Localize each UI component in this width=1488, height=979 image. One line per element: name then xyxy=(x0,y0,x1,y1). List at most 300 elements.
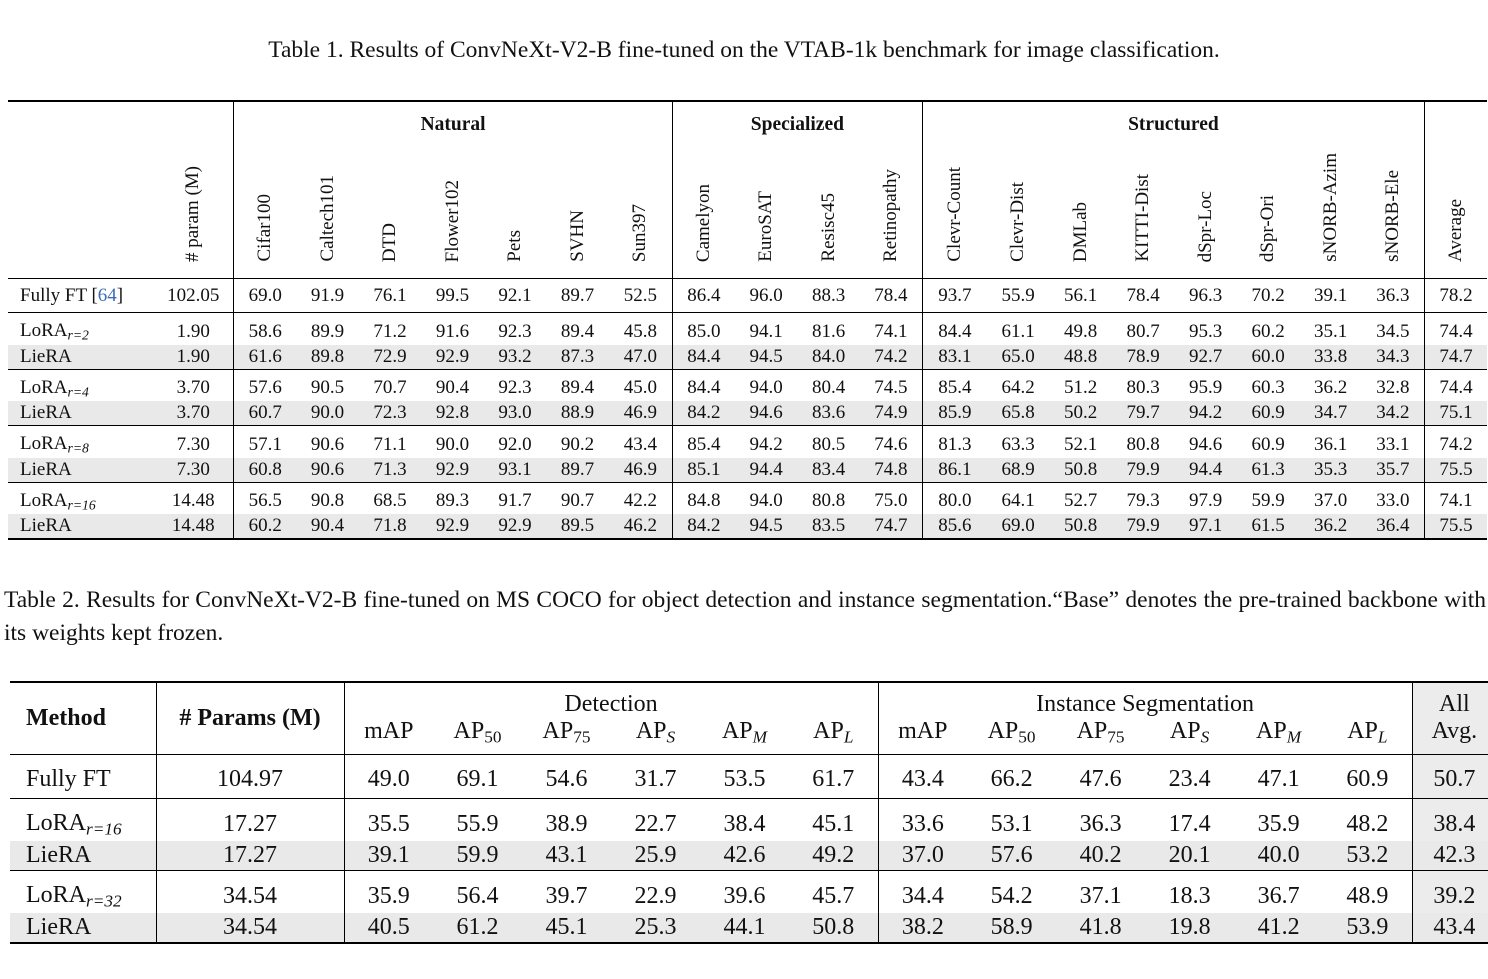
value-cell: 74.1 xyxy=(1424,482,1487,514)
method-name: Fully FT xyxy=(20,284,87,306)
value-cell: 94.0 xyxy=(735,369,798,401)
value-cell: 60.7 xyxy=(234,401,297,426)
method-subscript: r=4 xyxy=(67,383,89,399)
subcolumn-header xyxy=(433,718,522,755)
value-cell: 71.8 xyxy=(359,514,422,539)
value-cell: 74.2 xyxy=(860,345,923,370)
value-cell: 78.4 xyxy=(860,279,923,313)
column-header-label: Flower102 xyxy=(441,179,463,262)
column-header xyxy=(922,136,987,279)
group-instance-segmentation: Instance Segmentation xyxy=(878,682,1412,718)
value-cell: 49.0 xyxy=(344,755,433,799)
params-cell: 17.27 xyxy=(156,841,344,871)
column-header xyxy=(421,136,484,279)
value-cell: 35.3 xyxy=(1299,458,1362,483)
column-header-label: DTD xyxy=(379,222,401,262)
params-cell: 104.97 xyxy=(156,755,344,799)
subcolumn-base: mAP xyxy=(898,718,948,744)
value-cell: 36.3 xyxy=(1056,799,1145,841)
table-row xyxy=(8,426,1487,458)
column-header xyxy=(1424,136,1487,279)
value-cell: 33.0 xyxy=(1362,482,1425,514)
value-cell: 61.3 xyxy=(1237,458,1300,483)
table2-caption: Table 2. Results for ConvNeXt-V2-B fine-tuned on MS COCO for object detection and instance segmentation.“Base” denotes the pre-trained backbone with its weights kept frozen. xyxy=(4,587,1486,646)
value-cell: 53.2 xyxy=(1323,841,1412,871)
subcolumn-base: AP xyxy=(1169,718,1201,744)
value-cell: 81.3 xyxy=(922,426,987,458)
value-cell: 86.4 xyxy=(672,279,735,313)
value-cell: 92.8 xyxy=(421,401,484,426)
table-row xyxy=(8,401,1487,426)
value-cell: 34.4 xyxy=(878,871,967,913)
value-cell: 61.7 xyxy=(789,755,878,799)
table1-vtab-results xyxy=(8,100,1487,540)
value-cell: 48.9 xyxy=(1323,871,1412,913)
method-cell xyxy=(10,799,156,841)
value-cell: 83.4 xyxy=(797,458,860,483)
table-row xyxy=(10,799,1488,841)
subcolumn-base: AP xyxy=(1347,718,1378,744)
column-header-label: Caltech101 xyxy=(316,175,338,262)
value-cell: 97.1 xyxy=(1174,514,1237,539)
value-cell: 90.4 xyxy=(296,514,359,539)
value-cell: 74.2 xyxy=(1424,426,1487,458)
subcolumn-header xyxy=(967,718,1056,755)
subcolumn-subscript: 50 xyxy=(1018,727,1036,747)
value-cell: 94.6 xyxy=(1174,426,1237,458)
value-cell: 1.90 xyxy=(153,345,234,370)
value-cell: 90.0 xyxy=(421,426,484,458)
value-cell: 37.1 xyxy=(1056,871,1145,913)
value-cell: 79.9 xyxy=(1112,458,1175,483)
value-cell: 68.5 xyxy=(359,482,422,514)
value-cell: 64.1 xyxy=(987,482,1050,514)
value-cell: 74.7 xyxy=(860,514,923,539)
value-cell: 80.8 xyxy=(1112,426,1175,458)
column-header-label: dSpr-Ori xyxy=(1257,194,1279,262)
value-cell: 45.7 xyxy=(789,871,878,913)
value-cell: 84.4 xyxy=(672,369,735,401)
value-cell: 70.7 xyxy=(359,369,422,401)
value-cell: 63.3 xyxy=(987,426,1050,458)
method-cell xyxy=(8,313,153,345)
value-cell: 99.5 xyxy=(421,279,484,313)
table2-coco-results xyxy=(10,681,1488,944)
value-cell: 39.1 xyxy=(1299,279,1362,313)
method-name: Fully FT xyxy=(26,766,111,792)
column-header-label: EuroSAT xyxy=(755,191,777,262)
value-cell: 38.2 xyxy=(878,913,967,943)
value-cell: 41.8 xyxy=(1056,913,1145,943)
value-cell: 96.3 xyxy=(1174,279,1237,313)
value-cell: 90.6 xyxy=(296,426,359,458)
subcolumn-base: AP xyxy=(1256,718,1287,744)
value-cell: 89.4 xyxy=(546,313,609,345)
subcolumn-subscript: 50 xyxy=(484,727,502,747)
method-name: LoRA xyxy=(26,882,86,909)
avg-cell: 43.4 xyxy=(1412,913,1488,943)
value-cell: 96.0 xyxy=(735,279,798,313)
method-subscript: r=16 xyxy=(86,819,122,839)
value-cell: 55.9 xyxy=(987,279,1050,313)
value-cell: 22.9 xyxy=(611,871,700,913)
column-header xyxy=(735,136,798,279)
value-cell: 60.9 xyxy=(1237,401,1300,426)
value-cell: 39.6 xyxy=(700,871,789,913)
value-cell: 61.5 xyxy=(1237,514,1300,539)
value-cell: 3.70 xyxy=(153,401,234,426)
value-cell: 93.2 xyxy=(484,345,547,370)
subcolumn-subscript: M xyxy=(752,727,768,747)
value-cell: 92.9 xyxy=(421,514,484,539)
method-name: LieRA xyxy=(20,514,72,536)
value-cell: 80.3 xyxy=(1112,369,1175,401)
method-name: LieRA xyxy=(26,841,92,868)
value-cell: 85.6 xyxy=(922,514,987,539)
method-cell xyxy=(10,913,156,943)
value-cell: 59.9 xyxy=(1237,482,1300,514)
value-cell: 69.0 xyxy=(234,279,297,313)
table2-group-header-row xyxy=(10,682,1488,718)
table1-column-header-row xyxy=(8,136,1487,279)
table1-group-header-row xyxy=(8,101,1487,136)
value-cell: 92.9 xyxy=(421,345,484,370)
subcolumn-subscript: 75 xyxy=(573,727,591,747)
method-name: LoRA xyxy=(20,376,68,398)
value-cell: 84.2 xyxy=(672,401,735,426)
value-cell: 47.1 xyxy=(1234,755,1323,799)
column-header xyxy=(484,136,547,279)
table-row xyxy=(10,841,1488,871)
value-cell: 34.5 xyxy=(1362,313,1425,345)
value-cell: 79.9 xyxy=(1112,514,1175,539)
value-cell: 35.5 xyxy=(344,799,433,841)
value-cell: 65.8 xyxy=(987,401,1050,426)
column-header-label: # param (M) xyxy=(182,165,204,262)
value-cell: 90.6 xyxy=(296,458,359,483)
value-cell: 94.6 xyxy=(735,401,798,426)
value-cell: 25.3 xyxy=(611,913,700,943)
value-cell: 22.7 xyxy=(611,799,700,841)
value-cell: 80.5 xyxy=(797,426,860,458)
value-cell: 69.0 xyxy=(987,514,1050,539)
column-header xyxy=(296,136,359,279)
column-header-label: Clevr-Dist xyxy=(1007,182,1029,262)
value-cell: 84.4 xyxy=(672,345,735,370)
value-cell: 74.9 xyxy=(860,401,923,426)
column-header xyxy=(1362,136,1425,279)
group-all: All xyxy=(1412,682,1488,718)
value-cell: 83.6 xyxy=(797,401,860,426)
value-cell: 40.5 xyxy=(344,913,433,943)
group-natural: Natural xyxy=(234,101,673,136)
value-cell: 90.4 xyxy=(421,369,484,401)
value-cell: 94.4 xyxy=(735,458,798,483)
value-cell: 19.8 xyxy=(1145,913,1234,943)
subcolumn-header xyxy=(1145,718,1234,755)
column-header-label: Clevr-Count xyxy=(943,167,965,262)
value-cell: 90.7 xyxy=(546,482,609,514)
value-cell: 43.4 xyxy=(609,426,673,458)
value-cell: 45.8 xyxy=(609,313,673,345)
value-cell: 79.3 xyxy=(1112,482,1175,514)
column-header xyxy=(234,136,297,279)
value-cell: 102.05 xyxy=(153,279,234,313)
method-name: LieRA xyxy=(20,458,72,480)
method-name: LieRA xyxy=(20,345,72,367)
value-cell: 47.0 xyxy=(609,345,673,370)
value-cell: 33.8 xyxy=(1299,345,1362,370)
value-cell: 94.2 xyxy=(735,426,798,458)
value-cell: 53.9 xyxy=(1323,913,1412,943)
value-cell: 1.90 xyxy=(153,313,234,345)
value-cell: 59.9 xyxy=(433,841,522,871)
method-cell xyxy=(8,426,153,458)
value-cell: 46.2 xyxy=(609,514,673,539)
value-cell: 94.5 xyxy=(735,514,798,539)
method-cell: Fully FT [64] xyxy=(8,279,153,313)
value-cell: 68.9 xyxy=(987,458,1050,483)
value-cell: 86.1 xyxy=(922,458,987,483)
subcolumn-base: AP xyxy=(987,718,1019,744)
value-cell: 95.9 xyxy=(1174,369,1237,401)
column-header-label: Resisc45 xyxy=(817,193,839,262)
subcolumn-base: AP xyxy=(453,718,485,744)
subcolumn-header xyxy=(700,718,789,755)
avg-cell: 42.3 xyxy=(1412,841,1488,871)
value-cell: 32.8 xyxy=(1362,369,1425,401)
value-cell: 52.7 xyxy=(1049,482,1112,514)
value-cell: 72.3 xyxy=(359,401,422,426)
value-cell: 71.2 xyxy=(359,313,422,345)
value-cell: 42.2 xyxy=(609,482,673,514)
column-header xyxy=(672,136,735,279)
subcolumn-header xyxy=(789,718,878,755)
value-cell: 34.2 xyxy=(1362,401,1425,426)
value-cell: 66.2 xyxy=(967,755,1056,799)
value-cell: 83.5 xyxy=(797,514,860,539)
value-cell: 17.4 xyxy=(1145,799,1234,841)
value-cell: 36.4 xyxy=(1362,514,1425,539)
column-header xyxy=(1237,136,1300,279)
value-cell: 91.9 xyxy=(296,279,359,313)
method-name: LieRA xyxy=(26,913,92,940)
params-cell: 17.27 xyxy=(156,799,344,841)
value-cell: 84.2 xyxy=(672,514,735,539)
value-cell: 78.2 xyxy=(1424,279,1487,313)
table-row xyxy=(8,514,1487,539)
value-cell: 85.9 xyxy=(922,401,987,426)
value-cell: 71.3 xyxy=(359,458,422,483)
value-cell: 74.8 xyxy=(860,458,923,483)
value-cell: 52.5 xyxy=(609,279,673,313)
value-cell: 53.5 xyxy=(700,755,789,799)
column-header-label: sNORB-Azim xyxy=(1319,153,1341,262)
value-cell: 38.4 xyxy=(700,799,789,841)
subcolumn-base: AP xyxy=(813,718,844,744)
table-row xyxy=(8,345,1487,370)
value-cell: 74.5 xyxy=(860,369,923,401)
value-cell: 56.5 xyxy=(234,482,297,514)
value-cell: 93.7 xyxy=(922,279,987,313)
value-cell: 25.9 xyxy=(611,841,700,871)
value-cell: 14.48 xyxy=(153,514,234,539)
value-cell: 31.7 xyxy=(611,755,700,799)
value-cell: 78.9 xyxy=(1112,345,1175,370)
method-header: Method xyxy=(26,705,106,731)
method-name: LoRA xyxy=(20,489,68,511)
value-cell: 36.7 xyxy=(1234,871,1323,913)
value-cell: 45.0 xyxy=(609,369,673,401)
value-cell: 80.7 xyxy=(1112,313,1175,345)
value-cell: 92.1 xyxy=(484,279,547,313)
subcolumn-header xyxy=(611,718,700,755)
value-cell: 92.9 xyxy=(484,514,547,539)
value-cell: 79.7 xyxy=(1112,401,1175,426)
value-cell: 92.7 xyxy=(1174,345,1237,370)
value-cell: 50.2 xyxy=(1049,401,1112,426)
column-header-label: Camelyon xyxy=(692,183,714,262)
value-cell: 3.70 xyxy=(153,369,234,401)
value-cell: 41.2 xyxy=(1234,913,1323,943)
method-cell xyxy=(8,514,153,539)
subcolumn-header xyxy=(1323,718,1412,755)
value-cell: 58.6 xyxy=(234,313,297,345)
value-cell: 56.1 xyxy=(1049,279,1112,313)
value-cell: 36.1 xyxy=(1299,426,1362,458)
value-cell: 46.9 xyxy=(609,458,673,483)
column-header xyxy=(1049,136,1112,279)
avg-cell: 38.4 xyxy=(1412,799,1488,841)
value-cell: 94.2 xyxy=(1174,401,1237,426)
subcolumn-header xyxy=(878,718,967,755)
value-cell: 60.8 xyxy=(234,458,297,483)
value-cell: 90.8 xyxy=(296,482,359,514)
method-name: LoRA xyxy=(26,810,86,837)
column-header-label: Sun397 xyxy=(629,203,651,262)
avg-header: Avg. xyxy=(1412,718,1488,755)
value-cell: 94.1 xyxy=(735,313,798,345)
method-subscript: r=16 xyxy=(67,496,96,512)
value-cell: 36.2 xyxy=(1299,369,1362,401)
value-cell: 58.9 xyxy=(967,913,1056,943)
value-cell: 37.0 xyxy=(1299,482,1362,514)
value-cell: 97.9 xyxy=(1174,482,1237,514)
value-cell: 85.4 xyxy=(672,426,735,458)
method-subscript: r=8 xyxy=(67,440,89,456)
value-cell: 7.30 xyxy=(153,426,234,458)
table-row xyxy=(8,369,1487,401)
method-name: LieRA xyxy=(20,402,72,423)
citation-link[interactable]: 64 xyxy=(97,284,117,306)
column-header-label: SVHN xyxy=(566,210,588,262)
value-cell: 43.1 xyxy=(522,841,611,871)
subcolumn-base: AP xyxy=(721,718,753,744)
value-cell: 80.4 xyxy=(797,369,860,401)
column-header xyxy=(860,136,923,279)
value-cell: 87.3 xyxy=(546,345,609,370)
value-cell: 84.0 xyxy=(797,345,860,370)
table1-caption: Table 1. Results of ConvNeXt-V2-B fine-tuned on the VTAB-1k benchmark for image classification. xyxy=(268,37,1220,63)
value-cell: 90.0 xyxy=(296,401,359,426)
value-cell: 91.7 xyxy=(484,482,547,514)
value-cell: 89.8 xyxy=(296,345,359,370)
method-cell xyxy=(8,369,153,401)
value-cell: 92.3 xyxy=(484,313,547,345)
value-cell: 61.6 xyxy=(234,345,297,370)
params-header: # Params (M) xyxy=(156,682,344,755)
params-cell: 34.54 xyxy=(156,913,344,943)
value-cell: 85.0 xyxy=(672,313,735,345)
value-cell: 34.3 xyxy=(1362,345,1425,370)
table-row xyxy=(8,458,1487,483)
value-cell: 35.1 xyxy=(1299,313,1362,345)
value-cell: 60.0 xyxy=(1237,345,1300,370)
value-cell: 80.8 xyxy=(797,482,860,514)
value-cell: 54.2 xyxy=(967,871,1056,913)
value-cell: 92.0 xyxy=(484,426,547,458)
value-cell: 72.9 xyxy=(359,345,422,370)
subcolumn-base: AP xyxy=(635,718,667,744)
value-cell: 74.4 xyxy=(1424,369,1487,401)
value-cell: 94.0 xyxy=(735,482,798,514)
value-cell: 74.6 xyxy=(860,426,923,458)
value-cell: 85.1 xyxy=(672,458,735,483)
value-cell: 44.1 xyxy=(700,913,789,943)
value-cell: 75.1 xyxy=(1424,401,1487,426)
value-cell: 57.1 xyxy=(234,426,297,458)
value-cell: 89.5 xyxy=(546,514,609,539)
value-cell: 18.3 xyxy=(1145,871,1234,913)
value-cell: 91.6 xyxy=(421,313,484,345)
column-header-label: DMLab xyxy=(1069,201,1091,262)
value-cell: 47.6 xyxy=(1056,755,1145,799)
value-cell: 14.48 xyxy=(153,482,234,514)
value-cell: 85.4 xyxy=(922,369,987,401)
column-header xyxy=(153,136,234,279)
value-cell: 78.4 xyxy=(1112,279,1175,313)
value-cell: 33.1 xyxy=(1362,426,1425,458)
value-cell: 95.3 xyxy=(1174,313,1237,345)
value-cell: 36.2 xyxy=(1299,514,1362,539)
subcolumn-base: AP xyxy=(542,718,574,744)
value-cell: 23.4 xyxy=(1145,755,1234,799)
value-cell: 54.6 xyxy=(522,755,611,799)
value-cell: 60.9 xyxy=(1237,426,1300,458)
value-cell: 57.6 xyxy=(234,369,297,401)
value-cell: 94.4 xyxy=(1174,458,1237,483)
value-cell: 55.9 xyxy=(433,799,522,841)
value-cell: 40.0 xyxy=(1234,841,1323,871)
value-cell: 61.2 xyxy=(433,913,522,943)
value-cell: 40.2 xyxy=(1056,841,1145,871)
method-cell xyxy=(10,841,156,871)
value-cell: 39.1 xyxy=(344,841,433,871)
table-row xyxy=(10,755,1488,799)
subcolumn-header xyxy=(344,718,433,755)
params-cell: 34.54 xyxy=(156,871,344,913)
value-cell: 43.4 xyxy=(878,755,967,799)
column-header-label: sNORB-Ele xyxy=(1381,170,1403,262)
table-row xyxy=(8,313,1487,345)
method-subscript: r=32 xyxy=(86,891,122,911)
value-cell: 56.4 xyxy=(433,871,522,913)
value-cell: 49.8 xyxy=(1049,313,1112,345)
value-cell: 88.3 xyxy=(797,279,860,313)
avg-cell: 50.7 xyxy=(1412,755,1488,799)
value-cell: 80.0 xyxy=(922,482,987,514)
value-cell: 94.5 xyxy=(735,345,798,370)
